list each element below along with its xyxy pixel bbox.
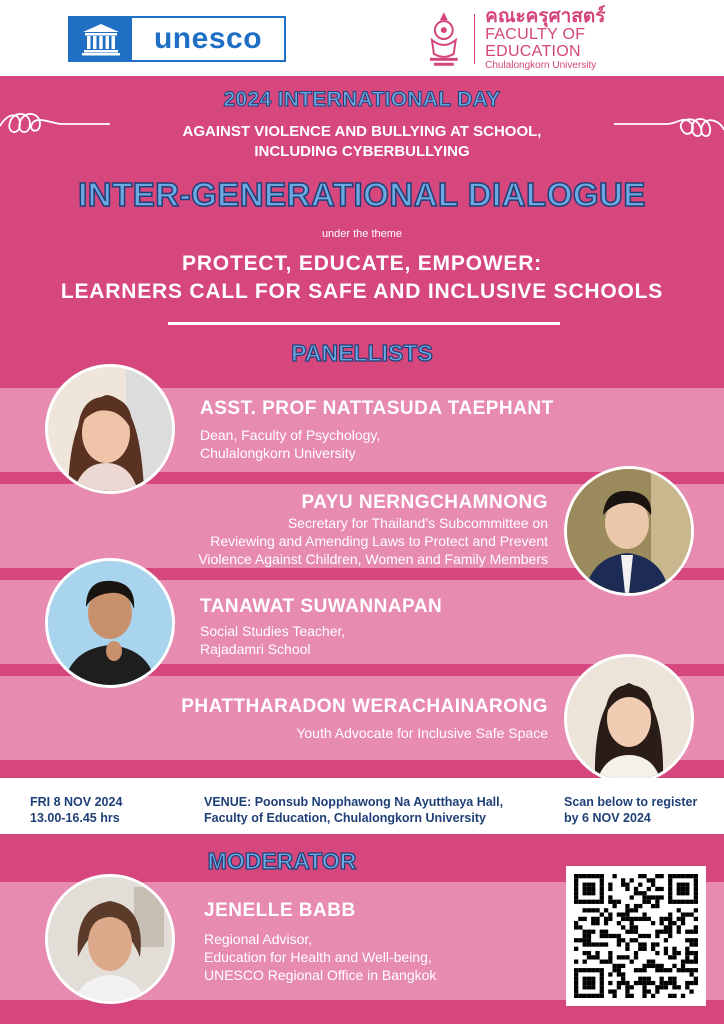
panellist-2-name: PAYU NERNGCHAMNONG xyxy=(301,492,548,513)
event-date: FRI 8 NOV 2024 xyxy=(30,795,123,809)
faculty-divider xyxy=(474,14,475,64)
panellist-4-name: PHATTHARADON WERACHAINARONG xyxy=(181,696,548,717)
panellist-3-role-line-1: Social Studies Teacher, xyxy=(200,623,346,639)
panellist-1-name: ASST. PROF NATTASUDA TAEPHANT xyxy=(200,398,554,419)
register-note-line-2: by 6 NOV 2024 xyxy=(564,811,651,825)
event-subtitle-line-2: INCLUDING CYBERBULLYING xyxy=(254,143,470,160)
panellist-2-role-line-2: Reviewing and Amending Laws to Protect and Prevent xyxy=(210,533,548,549)
theme-line-2: LEARNERS CALL FOR SAFE AND INCLUSIVE SCHOOLS xyxy=(60,280,664,303)
panellist-1-avatar xyxy=(45,364,175,494)
faculty-text xyxy=(485,7,684,71)
moderator-name: JENELLE BABB xyxy=(204,900,356,921)
panellist-3-avatar xyxy=(45,558,175,688)
event-main-title: INTER-GENERATIONAL DIALOGUE xyxy=(78,176,646,213)
header xyxy=(0,0,724,76)
event-subtitle-line-1: AGAINST VIOLENCE AND BULLYING AT SCHOOL, xyxy=(182,123,542,140)
panellist-2-role-line-1: Secretary for Thailand’s Subcommittee on xyxy=(287,515,548,531)
moderator-role-line-2: Education for Health and Well-being, xyxy=(204,949,432,965)
panellist-3-name: TANAWAT SUWANNAPAN xyxy=(200,596,443,617)
event-venue-line-1: VENUE: Poonsub Nopphawong Na Ayutthaya Hall, xyxy=(204,795,504,809)
faculty-english-name: FACULTY OF EDUCATION xyxy=(485,25,586,60)
faculty-university: Chulalongkorn University xyxy=(485,59,597,71)
moderator-role-line-1: Regional Advisor, xyxy=(204,931,313,947)
panellists-heading: PANELLISTS xyxy=(291,340,433,366)
title-divider xyxy=(168,322,560,325)
theme-line-1: PROTECT, EDUCATE, EMPOWER: xyxy=(182,252,542,275)
moderator-role-line-3: UNESCO Regional Office in Bangkok xyxy=(204,967,437,983)
panellist-3-role-line-2: Rajadamri School xyxy=(200,641,311,657)
panellist-4-avatar xyxy=(564,654,694,784)
event-time: 13.00-16.45 hrs xyxy=(30,811,120,825)
unesco-logo xyxy=(68,16,286,62)
chula-emblem-icon xyxy=(424,10,464,68)
unesco-wordmark: unesco xyxy=(153,22,263,55)
register-note-line-1: Scan below to register xyxy=(564,795,698,809)
panellist-1-role-line-1: Dean, Faculty of Psychology, xyxy=(200,427,381,443)
panellist-1-role-line-2: Chulalongkorn University xyxy=(200,445,356,461)
qr-code-icon[interactable] xyxy=(566,866,706,1006)
panellist-2-avatar xyxy=(564,466,694,596)
event-year-title: 2024 INTERNATIONAL DAY xyxy=(223,88,501,111)
panellist-2-role-line-3: Violence Against Children, Women and Family Members xyxy=(198,551,548,567)
unesco-temple-icon xyxy=(70,18,132,60)
moderator-heading: MODERATOR xyxy=(207,848,357,874)
moderator-avatar xyxy=(45,874,175,1004)
faculty-logo xyxy=(424,5,684,71)
event-venue-line-2: Faculty of Education, Chulalongkorn University xyxy=(204,811,486,825)
panellist-4-role-line-1: Youth Advocate for Inclusive Safe Space xyxy=(296,725,548,741)
theme-intro: under the theme xyxy=(321,228,403,240)
faculty-thai-name: คณะครุศาสตร์ xyxy=(485,5,606,27)
